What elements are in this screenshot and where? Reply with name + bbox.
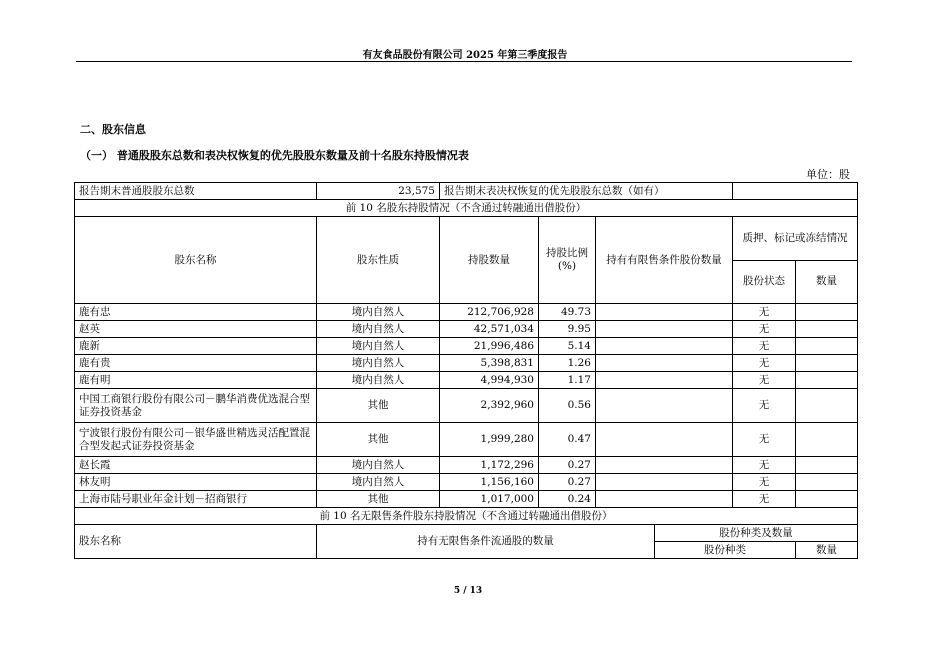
- shareholder-name: 赵长霞: [75, 457, 317, 474]
- header-shares: 持股数量: [440, 217, 539, 304]
- shareholder-table: [74, 182, 858, 559]
- shareholder-status: 无: [733, 474, 796, 491]
- shareholder-name: 鹿有明: [75, 372, 317, 389]
- preferred-label: 报告期末表决权恢复的优先股股东总数（如有）: [440, 183, 733, 200]
- header-divider: [76, 61, 852, 62]
- shareholder-restricted: [596, 321, 733, 338]
- shareholder-shares: 21,996,486: [440, 338, 539, 355]
- header-name: 股东名称: [75, 217, 317, 304]
- unrestricted-header-count: 持有无限售条件流通股的数量: [317, 525, 655, 559]
- shareholder-nature: 其他: [317, 389, 440, 423]
- shareholder-ratio: 1.17: [539, 372, 596, 389]
- shareholder-shares: 212,706,928: [440, 304, 539, 321]
- report-header: 有友食品股份有限公司 2025 年第三季度报告: [362, 50, 568, 61]
- shareholder-status: 无: [733, 304, 796, 321]
- shareholder-qty: [796, 304, 858, 321]
- shareholder-restricted: [596, 457, 733, 474]
- shareholder-status: 无: [733, 355, 796, 372]
- shareholder-shares: 1,156,160: [440, 474, 539, 491]
- shareholder-ratio: 0.27: [539, 474, 596, 491]
- shareholder-restricted: [596, 474, 733, 491]
- header-restricted: 持有有限售条件股份数量: [596, 217, 733, 304]
- shareholder-qty: [796, 355, 858, 372]
- shareholder-status: 无: [733, 338, 796, 355]
- shareholder-nature: 境内自然人: [317, 355, 440, 372]
- table-row: [75, 372, 858, 389]
- unrestricted-header-type-group: 股份种类及数量: [655, 525, 858, 542]
- shareholder-status: 无: [733, 389, 796, 423]
- shareholder-qty: [796, 372, 858, 389]
- shareholder-ratio: 0.56: [539, 389, 596, 423]
- table-row: [75, 355, 858, 372]
- shareholder-restricted: [596, 491, 733, 508]
- shareholder-nature: 境内自然人: [317, 372, 440, 389]
- shareholder-name: 林友明: [75, 474, 317, 491]
- shareholder-ratio: 9.95: [539, 321, 596, 338]
- shareholder-nature: 境内自然人: [317, 304, 440, 321]
- table-row: [75, 474, 858, 491]
- shareholder-qty: [796, 389, 858, 423]
- shareholder-restricted: [596, 372, 733, 389]
- shareholder-shares: 2,392,960: [440, 389, 539, 423]
- table-row: [75, 423, 858, 457]
- shareholder-qty: [796, 457, 858, 474]
- table-row: [75, 321, 858, 338]
- shareholder-name: 中国工商银行股份有限公司－鹏华消费优选混合型证券投资基金: [75, 389, 317, 423]
- shareholder-status: 无: [733, 372, 796, 389]
- shareholder-name: 宁波银行股份有限公司－银华盛世精选灵活配置混合型发起式证券投资基金: [75, 423, 317, 457]
- shareholder-nature: 境内自然人: [317, 457, 440, 474]
- shareholder-nature: 境内自然人: [317, 321, 440, 338]
- shareholder-restricted: [596, 423, 733, 457]
- header-nature: 股东性质: [317, 217, 440, 304]
- shareholder-restricted: [596, 355, 733, 372]
- shareholder-shares: 1,172,296: [440, 457, 539, 474]
- shareholder-shares: 1,999,280: [440, 423, 539, 457]
- page-number: 5 / 13: [453, 586, 483, 596]
- shareholder-name: 鹿有贵: [75, 355, 317, 372]
- shareholder-shares: 42,571,034: [440, 321, 539, 338]
- table-row: [75, 457, 858, 474]
- table-row: [75, 491, 858, 508]
- shareholder-status: 无: [733, 457, 796, 474]
- table-row: [75, 338, 858, 355]
- header-ratio: 持股比例(%): [539, 217, 596, 304]
- unrestricted-header-qty: 数量: [796, 542, 858, 559]
- header-qty: 数量: [796, 260, 858, 304]
- summary-row: [75, 183, 858, 200]
- top10-header-row: [75, 217, 858, 261]
- shareholder-status: 无: [733, 423, 796, 457]
- shareholder-ratio: 5.14: [539, 338, 596, 355]
- shareholder-shares: 1,017,000: [440, 491, 539, 508]
- header-status: 股份状态: [733, 260, 796, 304]
- unrestricted-title-row: [75, 508, 858, 525]
- top10-title: 前 10 名股东持股情况（不含通过转融通出借股份）: [75, 200, 858, 217]
- shareholder-nature: 其他: [317, 423, 440, 457]
- shareholder-qty: [796, 423, 858, 457]
- shareholder-nature: 境内自然人: [317, 338, 440, 355]
- unit-label: 单位：股: [806, 168, 850, 181]
- shareholder-restricted: [596, 338, 733, 355]
- table-row: [75, 304, 858, 321]
- shareholder-ratio: 0.27: [539, 457, 596, 474]
- table-row: [75, 389, 858, 423]
- shareholder-name: 赵英: [75, 321, 317, 338]
- shareholder-status: 无: [733, 491, 796, 508]
- shareholder-qty: [796, 474, 858, 491]
- shareholder-shares: 4,994,930: [440, 372, 539, 389]
- shareholder-shares: 5,398,831: [440, 355, 539, 372]
- top10-title-row: [75, 200, 858, 217]
- unrestricted-header-row: [75, 525, 858, 542]
- summary-value: 23,575: [317, 183, 440, 200]
- summary-label: 报告期末普通股股东总数: [75, 183, 317, 200]
- shareholder-restricted: [596, 389, 733, 423]
- shareholder-ratio: 0.24: [539, 491, 596, 508]
- shareholder-qty: [796, 321, 858, 338]
- shareholder-restricted: [596, 304, 733, 321]
- shareholder-name: 鹿有忠: [75, 304, 317, 321]
- preferred-value: [733, 183, 858, 200]
- unrestricted-header-type: 股份种类: [655, 542, 796, 559]
- shareholder-qty: [796, 491, 858, 508]
- shareholder-ratio: 0.47: [539, 423, 596, 457]
- section-heading: 二、股东信息: [80, 123, 146, 136]
- shareholder-qty: [796, 338, 858, 355]
- shareholder-ratio: 1.26: [539, 355, 596, 372]
- shareholder-nature: 境内自然人: [317, 474, 440, 491]
- shareholder-status: 无: [733, 321, 796, 338]
- shareholder-name: 上海市陆号职业年金计划－招商银行: [75, 491, 317, 508]
- shareholder-name: 鹿新: [75, 338, 317, 355]
- unrestricted-header-name: 股东名称: [75, 525, 317, 559]
- unrestricted-title: 前 10 名无限售条件股东持股情况（不含通过转融通出借股份）: [75, 508, 858, 525]
- shareholder-nature: 其他: [317, 491, 440, 508]
- shareholder-ratio: 49.73: [539, 304, 596, 321]
- section-subheading: （一） 普通股股东总数和表决权恢复的优先股股东数量及前十名股东持股情况表: [80, 149, 469, 162]
- header-pledge: 质押、标记或冻结情况: [733, 217, 858, 261]
